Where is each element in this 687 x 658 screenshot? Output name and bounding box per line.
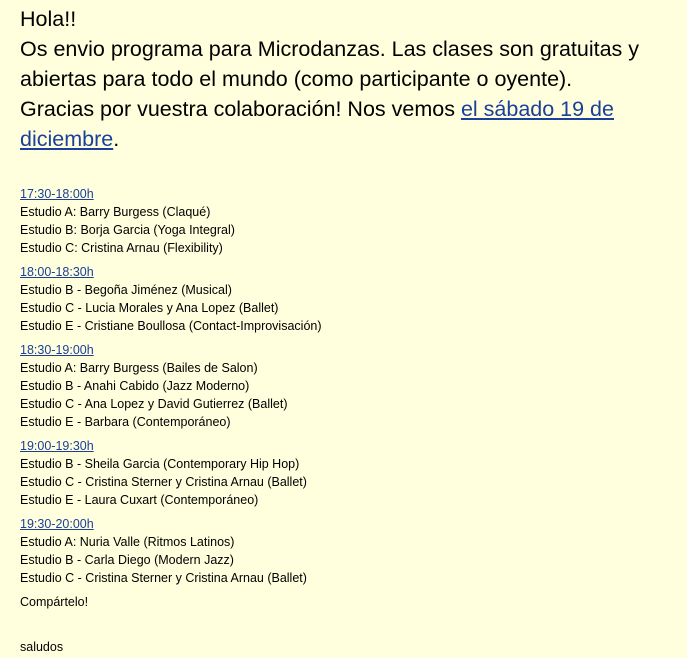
class-entry: Estudio C - Cristina Sterner y Cristina Arnau (Ballet) xyxy=(20,475,307,489)
slot-time-link[interactable]: 19:30-20:00h xyxy=(20,517,94,531)
schedule-slot xyxy=(20,515,680,587)
slot-time-link[interactable]: 19:00-19:30h xyxy=(20,439,94,453)
class-entry: Estudio C - Lucia Morales y Ana Lopez (Ballet) xyxy=(20,301,279,315)
schedule-list xyxy=(20,185,680,587)
schedule-slot xyxy=(20,185,680,257)
slot-time-link[interactable]: 17:30-18:00h xyxy=(20,187,94,201)
class-entry: Estudio A: Barry Burgess (Bailes de Salon) xyxy=(20,361,258,375)
class-entry: Estudio E - Cristiane Boullosa (Contact-Improvisación) xyxy=(20,319,322,333)
class-entry: Estudio B - Carla Diego (Modern Jazz) xyxy=(20,553,234,567)
class-entry: Estudio C - Cristina Sterner y Cristina Arnau (Ballet) xyxy=(20,571,307,585)
class-entry: Estudio E - Laura Cuxart (Contemporáneo) xyxy=(20,493,259,507)
class-entry: Estudio C - Ana Lopez y David Gutierrez (Ballet) xyxy=(20,397,288,411)
class-entry: Estudio A: Nuria Valle (Ritmos Latinos) xyxy=(20,535,235,549)
class-entry: Estudio B - Begoña Jiménez (Musical) xyxy=(20,283,232,297)
closing-text: saludos xyxy=(20,640,64,654)
slot-time-link[interactable]: 18:00-18:30h xyxy=(20,265,94,279)
greeting: Hola!! xyxy=(20,7,77,31)
email-body xyxy=(20,4,680,656)
date-link[interactable]: el sábado 19 de diciembre xyxy=(20,97,614,151)
class-entry: Estudio A: Barry Burgess (Claqué) xyxy=(20,205,211,219)
class-entry: Estudio E - Barbara (Contemporáneo) xyxy=(20,415,231,429)
class-entry: Estudio B - Sheila Garcia (Contemporary Hip Hop) xyxy=(20,457,300,471)
thanks-line xyxy=(20,94,680,154)
intro-line: Os envio programa para Microdanzas. Las clases son gratuitas y abiertas para todo el mundo (como participante o oyente). xyxy=(20,37,640,91)
class-entry: Estudio B - Anahi Cabido (Jazz Moderno) xyxy=(20,379,250,393)
thanks-end: . xyxy=(113,127,120,151)
intro-message xyxy=(20,4,680,154)
slot-time-link[interactable]: 18:30-19:00h xyxy=(20,343,94,357)
schedule-slot xyxy=(20,341,680,431)
class-entry: Estudio B: Borja Garcia (Yoga Integral) xyxy=(20,223,235,237)
schedule-slot xyxy=(20,437,680,509)
share-text: Compártelo! xyxy=(20,595,89,609)
thanks-text: Gracias por vuestra colaboración! Nos vemos xyxy=(20,97,461,121)
class-entry: Estudio C: Cristina Arnau (Flexibility) xyxy=(20,241,223,255)
schedule-slot xyxy=(20,263,680,335)
